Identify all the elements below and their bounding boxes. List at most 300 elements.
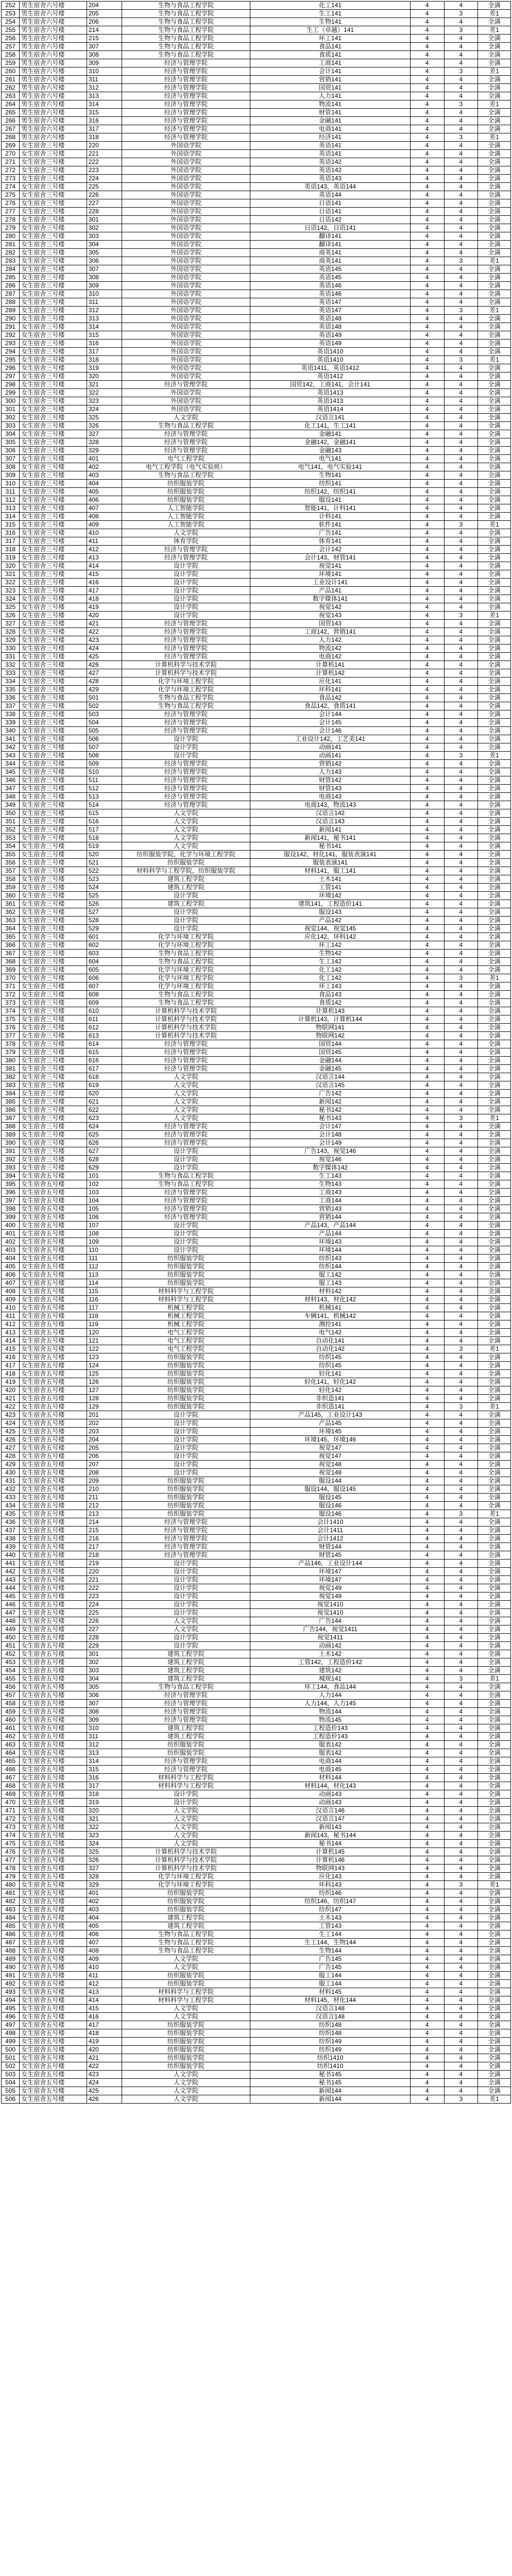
bed-capacity: 4: [410, 727, 444, 735]
occupancy-status: 全满: [478, 109, 511, 117]
table-row: [2, 1625, 511, 1634]
dorm-building: 女生宿舍三号楼: [20, 727, 87, 735]
dorm-building: 女生宿舍五号楼: [20, 1337, 87, 1345]
college-name: 生物与食品工程学院: [122, 702, 250, 710]
dorm-building: 女生宿舍五号楼: [20, 2038, 87, 2046]
row-number: 374: [2, 1007, 20, 1015]
class-name: 人力144: [250, 1691, 410, 1700]
bed-capacity: 4: [410, 768, 444, 776]
dorm-building: 女生宿舍五号楼: [20, 1790, 87, 1799]
row-number: 473: [2, 1823, 20, 1832]
class-name: 生物143: [250, 1180, 410, 1189]
college-name: 纺织服装学院: [122, 1897, 250, 1906]
table-row: [2, 323, 511, 331]
dorm-building: 女生宿舍三号楼: [20, 331, 87, 340]
class-name: 环工141: [250, 35, 410, 43]
row-number: 342: [2, 743, 20, 752]
room-number: 310: [87, 67, 122, 76]
dorm-building: 女生宿舍三号楼: [20, 265, 87, 274]
dorm-building: 女生宿舍五号楼: [20, 1494, 87, 1502]
dorm-building: 女生宿舍三号楼: [20, 307, 87, 315]
row-number: 389: [2, 1131, 20, 1139]
dorm-building: 女生宿舍三号楼: [20, 208, 87, 216]
college-name: 经济与管理学院: [122, 653, 250, 661]
college-name: 设计学院: [122, 743, 250, 752]
bed-capacity: 4: [410, 315, 444, 323]
occupied-count: 4: [444, 224, 478, 232]
occupancy-status: 差1: [478, 1403, 511, 1411]
occupancy-status: 全满: [478, 818, 511, 826]
room-number: 620: [87, 1090, 122, 1098]
dorm-building: 女生宿舍五号楼: [20, 2029, 87, 2038]
dorm-building: 女生宿舍五号楼: [20, 1708, 87, 1716]
class-name: 计算机146: [250, 1856, 410, 1865]
table-row: [2, 1040, 511, 1048]
occupied-count: 4: [444, 331, 478, 340]
bed-capacity: 4: [410, 471, 444, 480]
occupied-count: 4: [444, 1865, 478, 1873]
occupancy-status: 全满: [478, 340, 511, 348]
dorm-building: 女生宿舍三号楼: [20, 372, 87, 381]
occupancy-status: 全满: [478, 471, 511, 480]
occupancy-status: 全满: [478, 1081, 511, 1090]
occupancy-status: 全满: [478, 1040, 511, 1048]
room-number: 228: [87, 1634, 122, 1642]
college-name: 建筑工程学院: [122, 1675, 250, 1683]
dorm-building: 男生宿舍六号楼: [20, 84, 87, 92]
occupancy-status: 全满: [478, 1370, 511, 1378]
dorm-building: 女生宿舍三号楼: [20, 760, 87, 768]
room-number: 222: [87, 158, 122, 166]
college-name: 经济与管理学院: [122, 381, 250, 389]
row-number: 493: [2, 1988, 20, 1996]
room-number: 226: [87, 1617, 122, 1625]
bed-capacity: 4: [410, 1131, 444, 1139]
row-number: 447: [2, 1609, 20, 1617]
occupancy-status: 全满: [478, 801, 511, 809]
table-row: [2, 933, 511, 941]
table-row: [2, 422, 511, 430]
table-row: [2, 546, 511, 554]
row-number: 255: [2, 26, 20, 35]
dorm-building: 女生宿舍三号楼: [20, 397, 87, 405]
bed-capacity: 4: [410, 1502, 444, 1510]
occupied-count: 4: [444, 966, 478, 974]
occupied-count: 4: [444, 1007, 478, 1015]
class-name: 会计147: [250, 1123, 410, 1131]
occupancy-status: 全满: [478, 1139, 511, 1147]
table-row: [2, 2062, 511, 2071]
bed-capacity: 4: [410, 958, 444, 966]
bed-capacity: 4: [410, 1287, 444, 1296]
college-name: 经济与管理学院: [122, 620, 250, 628]
dorm-building: 女生宿舍五号楼: [20, 1271, 87, 1279]
row-number: 472: [2, 1815, 20, 1823]
occupied-count: 4: [444, 1494, 478, 1502]
table-row: [2, 925, 511, 933]
occupancy-status: 全满: [478, 1749, 511, 1757]
table-row: [2, 818, 511, 826]
row-number: 450: [2, 1634, 20, 1642]
occupancy-status: 全满: [478, 315, 511, 323]
room-number: 116: [87, 1296, 122, 1304]
occupied-count: 4: [444, 183, 478, 191]
bed-capacity: 4: [410, 1527, 444, 1535]
room-number: 223: [87, 166, 122, 175]
bed-capacity: 4: [410, 372, 444, 381]
college-name: 计算机科学与技术学院: [122, 1032, 250, 1040]
occupancy-status: 全满: [478, 1073, 511, 1081]
bed-capacity: 4: [410, 1411, 444, 1419]
occupancy-status: 全满: [478, 875, 511, 884]
room-number: 325: [87, 1848, 122, 1856]
occupied-count: 4: [444, 1906, 478, 1914]
row-number: 310: [2, 480, 20, 488]
class-name: 土木141: [250, 875, 410, 884]
row-number: 491: [2, 1972, 20, 1980]
class-name: 财管141: [250, 109, 410, 117]
occupancy-status: 全满: [478, 1592, 511, 1601]
occupancy-status: 全满: [478, 1123, 511, 1131]
bed-capacity: 4: [410, 1609, 444, 1617]
bed-capacity: 4: [410, 1048, 444, 1057]
college-name: 外国语学院: [122, 158, 250, 166]
college-name: 纺织服装学院: [122, 1279, 250, 1287]
room-number: 204: [87, 2, 122, 10]
college-name: 外国语学院: [122, 175, 250, 183]
occupied-count: 4: [444, 1996, 478, 2005]
dorm-building: 女生宿舍三号楼: [20, 356, 87, 364]
row-number: 457: [2, 1691, 20, 1700]
class-name: 英语145: [250, 274, 410, 282]
class-name: 纺织146，纺织147: [250, 1897, 410, 1906]
room-number: 507: [87, 743, 122, 752]
room-number: 314: [87, 1757, 122, 1766]
room-number: 415: [87, 2005, 122, 2013]
room-number: 123: [87, 1353, 122, 1362]
occupied-count: 4: [444, 1741, 478, 1749]
table-row: [2, 1312, 511, 1320]
college-name: 经济与管理学院: [122, 768, 250, 776]
college-name: 纺织服装学院: [122, 2021, 250, 2029]
table-row: [2, 966, 511, 974]
bed-capacity: 4: [410, 612, 444, 620]
occupancy-status: 全满: [478, 694, 511, 702]
class-name: 工管142，工程造价142: [250, 1658, 410, 1667]
occupancy-status: 差1: [478, 133, 511, 142]
occupancy-status: 全满: [478, 1230, 511, 1238]
bed-capacity: 4: [410, 1073, 444, 1081]
dorm-building: 男生宿舍六号楼: [20, 2, 87, 10]
row-number: 484: [2, 1914, 20, 1922]
class-name: 环境145，环境146: [250, 1436, 410, 1444]
row-number: 279: [2, 224, 20, 232]
bed-capacity: 4: [410, 570, 444, 579]
bed-capacity: 4: [410, 2054, 444, 2062]
room-number: 228: [87, 208, 122, 216]
class-name: 土木142: [250, 1650, 410, 1658]
row-number: 302: [2, 414, 20, 422]
row-number: 414: [2, 1337, 20, 1345]
class-name: 服工144: [250, 1980, 410, 1988]
room-number: 313: [87, 92, 122, 100]
class-name: 英语143，英语144: [250, 183, 410, 191]
room-number: 305: [87, 249, 122, 257]
college-name: 建筑工程学院: [122, 900, 250, 908]
dorm-building: 女生宿舍三号楼: [20, 941, 87, 950]
table-row: [2, 875, 511, 884]
row-number: 294: [2, 348, 20, 356]
occupancy-status: 全满: [478, 1560, 511, 1568]
occupancy-status: 全满: [478, 84, 511, 92]
occupied-count: 4: [444, 1782, 478, 1790]
dorm-building: 女生宿舍五号楼: [20, 1799, 87, 1807]
bed-capacity: 4: [410, 133, 444, 142]
room-number: 608: [87, 991, 122, 999]
occupancy-status: 全满: [478, 290, 511, 298]
table-row: [2, 1081, 511, 1090]
room-number: 402: [87, 463, 122, 471]
college-name: 经济与管理学院: [122, 1197, 250, 1205]
occupied-count: 4: [444, 43, 478, 51]
bed-capacity: 4: [410, 422, 444, 430]
room-number: 401: [87, 455, 122, 463]
bed-capacity: 4: [410, 999, 444, 1007]
row-number: 324: [2, 595, 20, 603]
row-number: 261: [2, 76, 20, 84]
college-name: 经济与管理学院: [122, 117, 250, 125]
room-number: 322: [87, 389, 122, 397]
row-number: 290: [2, 315, 20, 323]
college-name: 生物与食品工程学院: [122, 422, 250, 430]
row-number: 328: [2, 628, 20, 636]
room-number: 120: [87, 1329, 122, 1337]
table-row: [2, 504, 511, 513]
room-number: 309: [87, 282, 122, 290]
room-number: 514: [87, 801, 122, 809]
class-name: 食品143: [250, 991, 410, 999]
row-number: 307: [2, 455, 20, 463]
occupied-count: 4: [444, 801, 478, 809]
occupied-count: 4: [444, 702, 478, 710]
class-name: 纺织144: [250, 1263, 410, 1271]
table-row: [2, 719, 511, 727]
college-name: 纺织服装学院: [122, 1386, 250, 1395]
row-number: 375: [2, 1015, 20, 1024]
row-number: 486: [2, 1930, 20, 1939]
occupied-count: 4: [444, 1766, 478, 1774]
college-name: 设计学院: [122, 570, 250, 579]
dorm-building: 女生宿舍五号楼: [20, 1972, 87, 1980]
class-name: 英语147: [250, 298, 410, 307]
class-name: 材料144，材化143: [250, 1782, 410, 1790]
room-number: 404: [87, 1914, 122, 1922]
occupancy-status: 全满: [478, 1757, 511, 1766]
row-number: 505: [2, 2087, 20, 2095]
college-name: 外国语学院: [122, 356, 250, 364]
dorm-building: 女生宿舍三号楼: [20, 958, 87, 966]
occupancy-status: 全满: [478, 941, 511, 950]
room-number: 225: [87, 1609, 122, 1617]
bed-capacity: 4: [410, 1164, 444, 1172]
occupancy-status: 全满: [478, 2054, 511, 2062]
occupancy-status: 全满: [478, 603, 511, 612]
occupancy-status: 全满: [478, 1840, 511, 1848]
bed-capacity: 4: [410, 1230, 444, 1238]
dorm-building: 女生宿舍五号楼: [20, 1914, 87, 1922]
college-name: 外国语学院: [122, 372, 250, 381]
room-number: 313: [87, 1749, 122, 1757]
occupancy-status: 全满: [478, 1914, 511, 1922]
bed-capacity: 4: [410, 2005, 444, 2013]
occupancy-status: 全满: [478, 702, 511, 710]
row-number: 383: [2, 1081, 20, 1090]
room-number: 406: [87, 1930, 122, 1939]
table-row: [2, 298, 511, 307]
row-number: 313: [2, 504, 20, 513]
table-row: [2, 1370, 511, 1378]
row-number: 504: [2, 2079, 20, 2087]
table-row: [2, 241, 511, 249]
occupied-count: 4: [444, 488, 478, 496]
room-number: 618: [87, 1073, 122, 1081]
occupied-count: 4: [444, 661, 478, 669]
row-number: 288: [2, 298, 20, 307]
college-name: 建筑工程学院: [122, 884, 250, 892]
dorm-building: 女生宿舍三号楼: [20, 917, 87, 925]
bed-capacity: 4: [410, 232, 444, 241]
class-name: 非织造141: [250, 1395, 410, 1403]
dorm-building: 女生宿舍三号楼: [20, 842, 87, 851]
row-number: 299: [2, 389, 20, 397]
college-name: 纺织服装学院: [122, 1502, 250, 1510]
class-name: 英语148: [250, 323, 410, 331]
class-name: 服表142: [250, 1741, 410, 1749]
occupied-count: 4: [444, 1353, 478, 1362]
college-name: 人文学院: [122, 1090, 250, 1098]
bed-capacity: 4: [410, 735, 444, 743]
college-name: 人文学院: [122, 2005, 250, 2013]
room-number: 124: [87, 1362, 122, 1370]
college-name: 经济与管理学院: [122, 628, 250, 636]
row-number: 401: [2, 1230, 20, 1238]
occupied-count: 4: [444, 1914, 478, 1922]
college-name: 生物与食品工程学院: [122, 694, 250, 702]
dorm-building: 女生宿舍三号楼: [20, 513, 87, 521]
class-name: 会计142: [250, 546, 410, 554]
college-name: 纺织服装学院: [122, 1972, 250, 1980]
class-name: 日语142，日语141: [250, 224, 410, 232]
class-name: 国贸143: [250, 620, 410, 628]
table-row: [2, 1337, 511, 1345]
table-row: [2, 694, 511, 702]
dorm-building: 女生宿舍五号楼: [20, 1452, 87, 1461]
room-number: 206: [87, 18, 122, 26]
bed-capacity: 4: [410, 1988, 444, 1996]
college-name: 设计学院: [122, 752, 250, 760]
class-name: 英语149: [250, 331, 410, 340]
college-name: 经济与管理学院: [122, 1123, 250, 1131]
table-row: [2, 1205, 511, 1213]
row-number: 420: [2, 1386, 20, 1395]
occupied-count: 4: [444, 1700, 478, 1708]
class-name: 食质142: [250, 999, 410, 1007]
row-number: 365: [2, 933, 20, 941]
bed-capacity: 4: [410, 1675, 444, 1683]
dorm-building: 女生宿舍三号楼: [20, 1147, 87, 1156]
college-name: 生物与食品工程学院: [122, 1180, 250, 1189]
occupied-count: 4: [444, 1592, 478, 1601]
table-row: [2, 562, 511, 570]
table-row: [2, 1930, 511, 1939]
bed-capacity: 4: [410, 1015, 444, 1024]
room-number: 410: [87, 529, 122, 537]
college-name: 设计学院: [122, 1799, 250, 1807]
class-name: 英语1413: [250, 397, 410, 405]
dorm-building: 女生宿舍三号楼: [20, 974, 87, 982]
room-number: 617: [87, 1065, 122, 1073]
occupied-count: 4: [444, 18, 478, 26]
dorm-building: 女生宿舍五号楼: [20, 1568, 87, 1576]
class-name: 食质141: [250, 51, 410, 59]
college-name: 设计学院: [122, 1238, 250, 1246]
class-name: 财管145: [250, 1551, 410, 1560]
room-number: 301: [87, 216, 122, 224]
college-name: 计算机科学与技术学院: [122, 1015, 250, 1024]
occupied-count: 4: [444, 92, 478, 100]
college-name: 纺织服装学院: [122, 2038, 250, 2046]
row-number: 305: [2, 438, 20, 447]
bed-capacity: 4: [410, 1642, 444, 1650]
college-name: 建筑工程学院: [122, 1667, 250, 1675]
bed-capacity: 4: [410, 1840, 444, 1848]
dorm-building: 女生宿舍三号楼: [20, 504, 87, 513]
room-number: 315: [87, 1766, 122, 1774]
row-number: 335: [2, 686, 20, 694]
occupied-count: 4: [444, 372, 478, 381]
row-number: 403: [2, 1246, 20, 1255]
dorm-building: 女生宿舍五号楼: [20, 1502, 87, 1510]
dorm-building: 女生宿舍三号楼: [20, 669, 87, 677]
occupancy-status: 差1: [478, 1114, 511, 1123]
occupancy-status: 全满: [478, 917, 511, 925]
occupied-count: 4: [444, 1024, 478, 1032]
room-number: 410: [87, 1963, 122, 1972]
college-name: 外国语学院: [122, 364, 250, 372]
room-number: 207: [87, 1461, 122, 1469]
college-name: 人文学院: [122, 1955, 250, 1963]
occupied-count: 4: [444, 579, 478, 587]
college-name: 建筑工程学院: [122, 1650, 250, 1658]
bed-capacity: 4: [410, 348, 444, 356]
table-row: [2, 1007, 511, 1015]
room-number: 204: [87, 1436, 122, 1444]
bed-capacity: 4: [410, 1774, 444, 1782]
class-name: 汉语言143: [250, 818, 410, 826]
occupancy-status: 全满: [478, 1856, 511, 1865]
bed-capacity: 4: [410, 661, 444, 669]
row-number: 270: [2, 150, 20, 158]
college-name: 经济与管理学院: [122, 1139, 250, 1147]
room-number: 624: [87, 1123, 122, 1131]
row-number: 443: [2, 1576, 20, 1584]
class-name: 金融141: [250, 430, 410, 438]
row-number: 300: [2, 397, 20, 405]
occupancy-status: 全满: [478, 372, 511, 381]
row-number: 458: [2, 1700, 20, 1708]
bed-capacity: 4: [410, 2013, 444, 2021]
college-name: 经济与管理学院: [122, 1766, 250, 1774]
